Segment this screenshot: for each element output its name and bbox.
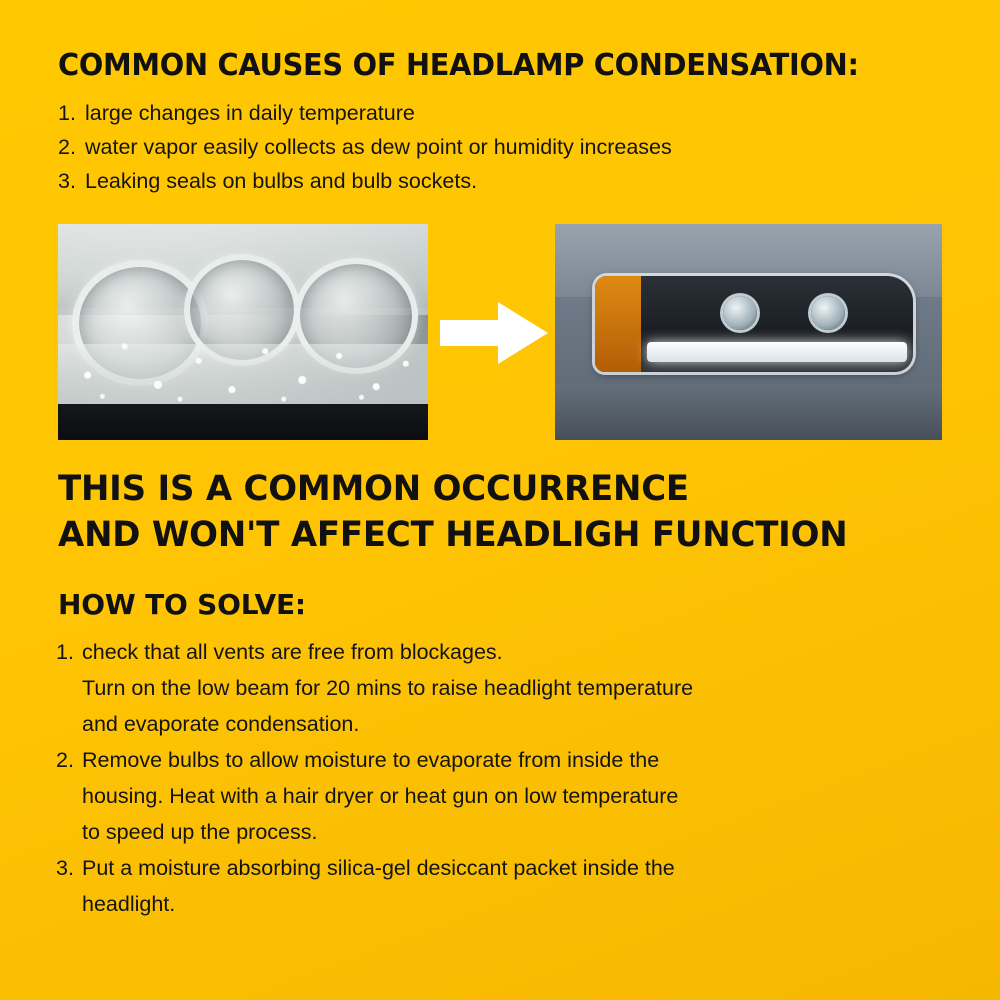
causes-title: COMMON CAUSES OF HEADLAMP CONDENSATION: xyxy=(58,48,859,83)
list-item-text xyxy=(82,742,946,850)
list-item-line: Put a moisture absorbing silica-gel desiccant packet inside the xyxy=(82,856,675,880)
list-item-number: 3. xyxy=(58,169,76,193)
vehicle-bumper xyxy=(555,384,942,440)
list-item-line: Remove bulbs to allow moisture to evaporate from inside the xyxy=(82,748,660,772)
list-item xyxy=(56,634,946,742)
photo-headlamp-condensation xyxy=(58,224,428,440)
list-item-number: 2. xyxy=(58,135,76,159)
common-occurrence-line-2: AND WON'T AFFECT HEADLIGH FUNCTION xyxy=(58,515,848,555)
before-after-image-band xyxy=(58,224,942,440)
list-item xyxy=(58,164,938,198)
list-item-number: 1. xyxy=(58,101,76,125)
list-item xyxy=(58,96,938,130)
solutions-list xyxy=(56,634,946,922)
clear-headlamp-assembly xyxy=(595,276,913,372)
daytime-running-light-strip xyxy=(647,342,907,362)
list-item-number: 1. xyxy=(56,640,74,664)
list-item-number: 3. xyxy=(56,856,74,880)
list-item-text xyxy=(82,850,946,922)
amber-turn-signal xyxy=(595,276,641,372)
list-item-line: Turn on the low beam for 20 mins to raise headlight temperature xyxy=(82,676,694,700)
bumper-shadow xyxy=(58,404,428,440)
list-item-line: and evaporate condensation. xyxy=(82,712,360,736)
list-item xyxy=(56,742,946,850)
causes-list xyxy=(58,96,938,198)
projector-lens xyxy=(811,296,845,330)
list-item-text: large changes in daily temperature xyxy=(85,101,415,125)
how-to-solve-heading: HOW TO SOLVE: xyxy=(58,588,306,621)
list-item-text: water vapor easily collects as dew point or humidity increases xyxy=(85,135,672,159)
list-item-line: housing. Heat with a hair dryer or heat gun on low temperature xyxy=(82,784,679,808)
list-item-number: 2. xyxy=(56,748,74,772)
list-item-text xyxy=(82,634,946,742)
list-item-text: Leaking seals on bulbs and bulb sockets. xyxy=(85,169,478,193)
photo-headlamp-clear xyxy=(555,224,942,440)
right-arrow-icon xyxy=(440,298,548,368)
list-item-line: headlight. xyxy=(82,892,176,916)
projector-lens xyxy=(723,296,757,330)
list-item xyxy=(56,850,946,922)
common-occurrence-heading xyxy=(58,466,848,558)
condensation-droplets xyxy=(58,308,428,404)
common-occurrence-line-1: THIS IS A COMMON OCCURRENCE xyxy=(58,469,689,509)
list-item-line: to speed up the process. xyxy=(82,820,318,844)
list-item xyxy=(58,130,938,164)
list-item-line: check that all vents are free from blockages. xyxy=(82,640,503,664)
